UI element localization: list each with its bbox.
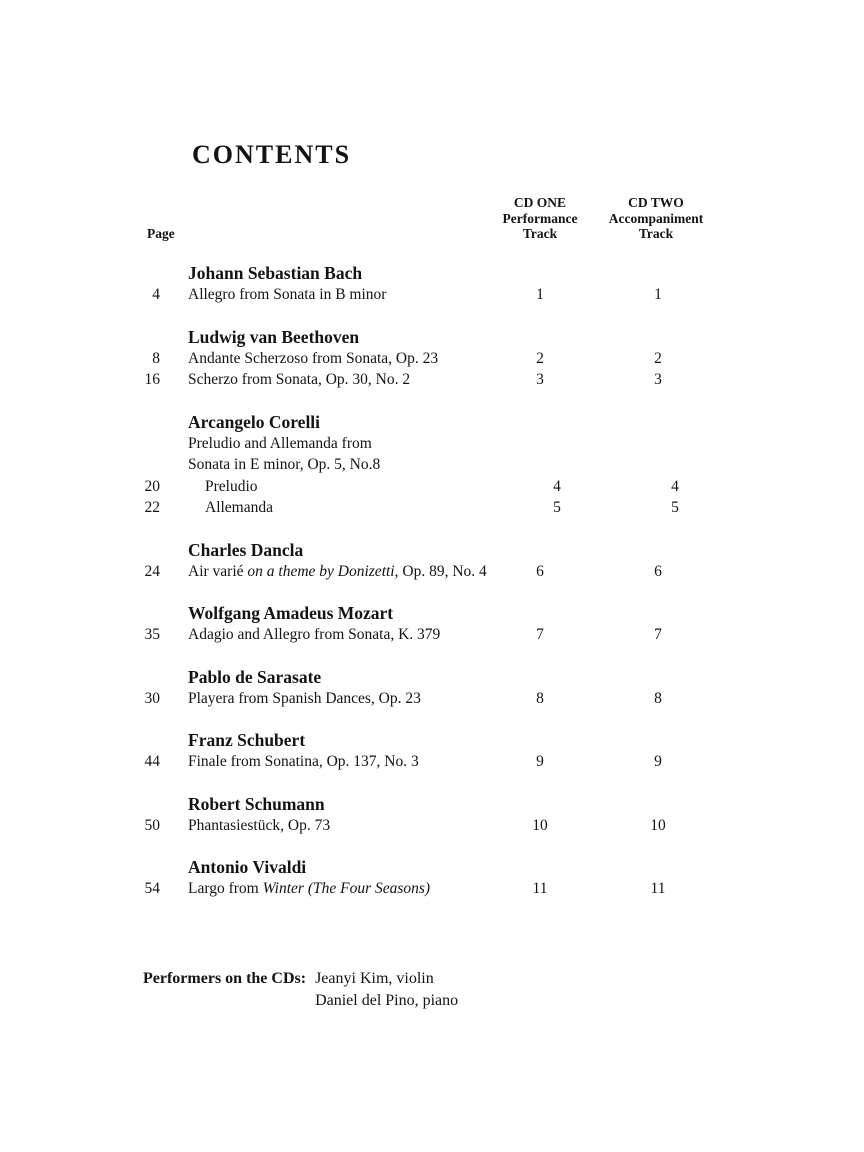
- section-mozart: [0, 602, 864, 646]
- section-beethoven: [0, 326, 864, 391]
- composer-row: [0, 539, 864, 561]
- composer-row: [0, 602, 864, 624]
- composer-row: [0, 856, 864, 878]
- work-subtitle-row: [0, 433, 864, 455]
- composer-name: Ludwig van Beethoven: [188, 326, 360, 347]
- work-page-number: 20: [144, 477, 160, 495]
- work-row: [0, 815, 864, 837]
- accompaniment-track-number: 2: [654, 349, 662, 367]
- work-title: Allemanda: [205, 499, 274, 516]
- work-page-number: 16: [144, 371, 160, 388]
- cd-two-track-label: Track: [638, 226, 674, 241]
- composer-name: Robert Schumann: [188, 793, 325, 814]
- work-title-plain: Air varié: [188, 562, 248, 580]
- performance-track-number: 7: [536, 626, 544, 643]
- composer-name: Antonio Vivaldi: [188, 857, 307, 877]
- accompaniment-track-number: 3: [654, 371, 662, 388]
- page-column-label: Page: [147, 226, 175, 241]
- composer-row: [0, 326, 864, 348]
- performers-credit: [143, 968, 458, 1011]
- accompaniment-track-number: 5: [671, 499, 679, 516]
- accompaniment-track-number: 4: [671, 477, 679, 495]
- work-title: Preludio: [205, 477, 258, 495]
- work-page-number: 4: [152, 286, 160, 303]
- work-page-number: 50: [144, 816, 160, 834]
- work-row: [0, 561, 864, 583]
- performance-track-number: 10: [532, 816, 548, 834]
- cd-two-label: CD TWO: [628, 195, 684, 210]
- work-row: [0, 751, 864, 773]
- work-row: [0, 688, 864, 710]
- composer-name: Pablo de Sarasate: [188, 666, 322, 687]
- cd-one-track-label: Track: [522, 226, 558, 241]
- work-row: [0, 497, 864, 519]
- work-title: Andante Scherzoso from Sonata, Op. 23: [188, 349, 439, 367]
- accompaniment-track-number: 9: [654, 753, 662, 770]
- composer-name: Arcangelo Corelli: [188, 411, 321, 432]
- accompaniment-track-number: 11: [650, 880, 666, 897]
- cd-one-header: [480, 195, 600, 242]
- composer-name: Johann Sebastian Bach: [188, 263, 363, 283]
- performance-track-number: 9: [536, 753, 544, 770]
- cd-one-sublabel: Performance: [502, 210, 578, 226]
- work-title: Adagio and Allegro from Sonata, K. 379: [188, 626, 441, 643]
- work-row: [0, 348, 864, 370]
- composer-row: [0, 262, 864, 284]
- performance-track-number: 8: [536, 689, 544, 707]
- cd-one-label: CD ONE: [513, 195, 567, 210]
- work-title: Playera from Spanish Dances, Op. 23: [188, 689, 421, 707]
- work-title: [188, 878, 480, 900]
- cd-two-header: [598, 195, 714, 242]
- performance-track-number: 1: [536, 286, 544, 303]
- work-row: [0, 878, 864, 900]
- performer-line: Daniel del Pino, piano: [315, 991, 459, 1009]
- work-page-number: 8: [152, 349, 160, 367]
- section-bach: [0, 262, 864, 306]
- work-row: [0, 624, 864, 646]
- work-title: Finale from Sonatina, Op. 137, No. 3: [188, 753, 419, 770]
- performance-track-number: 5: [553, 499, 561, 516]
- work-title-italic: Winter (The Four Seasons): [262, 880, 431, 897]
- accompaniment-track-number: 8: [654, 689, 662, 707]
- work-title-plain: , Op. 89, No. 4: [394, 562, 487, 580]
- work-row: [0, 369, 864, 391]
- composer-name: Wolfgang Amadeus Mozart: [188, 603, 394, 623]
- section-schubert: [0, 729, 864, 773]
- work-page-number: 44: [144, 753, 160, 770]
- work-title: Allegro from Sonata in B minor: [188, 286, 387, 303]
- performance-track-number: 2: [536, 349, 544, 367]
- work-title-plain: Largo from: [188, 880, 263, 897]
- accompaniment-track-number: 1: [654, 286, 662, 303]
- work-row: [0, 476, 864, 498]
- work-title: Scherzo from Sonata, Op. 30, No. 2: [188, 371, 411, 388]
- work-subtitle-row: [0, 454, 864, 476]
- page-title: CONTENTS: [192, 140, 352, 169]
- work-page-number: 24: [144, 562, 160, 580]
- accompaniment-track-number: 7: [654, 626, 662, 643]
- composer-row: [0, 666, 864, 688]
- work-subtitle: Preludio and Allemanda from: [188, 434, 372, 452]
- work-row: [0, 284, 864, 306]
- accompaniment-track-number: 6: [654, 562, 662, 580]
- work-title: [188, 561, 487, 583]
- cd-two-sublabel: Accompaniment: [608, 210, 704, 226]
- table-of-contents: [0, 262, 864, 900]
- composer-name: Charles Dancla: [188, 539, 304, 560]
- performance-track-number: 6: [536, 562, 544, 580]
- performance-track-number: 4: [553, 477, 561, 495]
- composer-row: [0, 411, 864, 433]
- performer-line: Jeanyi Kim, violin: [315, 970, 434, 987]
- performance-track-number: 3: [536, 371, 544, 388]
- work-title: Phantasiestück, Op. 73: [188, 816, 331, 834]
- section-schumann: [0, 793, 864, 837]
- work-page-number: 22: [144, 499, 160, 516]
- work-subtitle: Sonata in E minor, Op. 5, No.8: [188, 456, 381, 473]
- section-sarasate: [0, 666, 864, 710]
- performers-names: [315, 968, 458, 1011]
- work-page-number: 30: [144, 689, 160, 707]
- work-page-number: 54: [144, 880, 160, 897]
- work-page-number: 35: [144, 626, 160, 643]
- accompaniment-track-number: 10: [650, 816, 666, 834]
- section-dancla: [0, 539, 864, 583]
- performers-label: Performers on the CDs:: [143, 970, 307, 987]
- composer-name: Franz Schubert: [188, 730, 306, 750]
- section-corelli: [0, 411, 864, 519]
- section-vivaldi: [0, 856, 864, 900]
- performance-track-number: 11: [532, 880, 548, 897]
- work-title-italic: on a theme by Donizetti: [247, 562, 395, 580]
- composer-row: [0, 729, 864, 751]
- composer-row: [0, 793, 864, 815]
